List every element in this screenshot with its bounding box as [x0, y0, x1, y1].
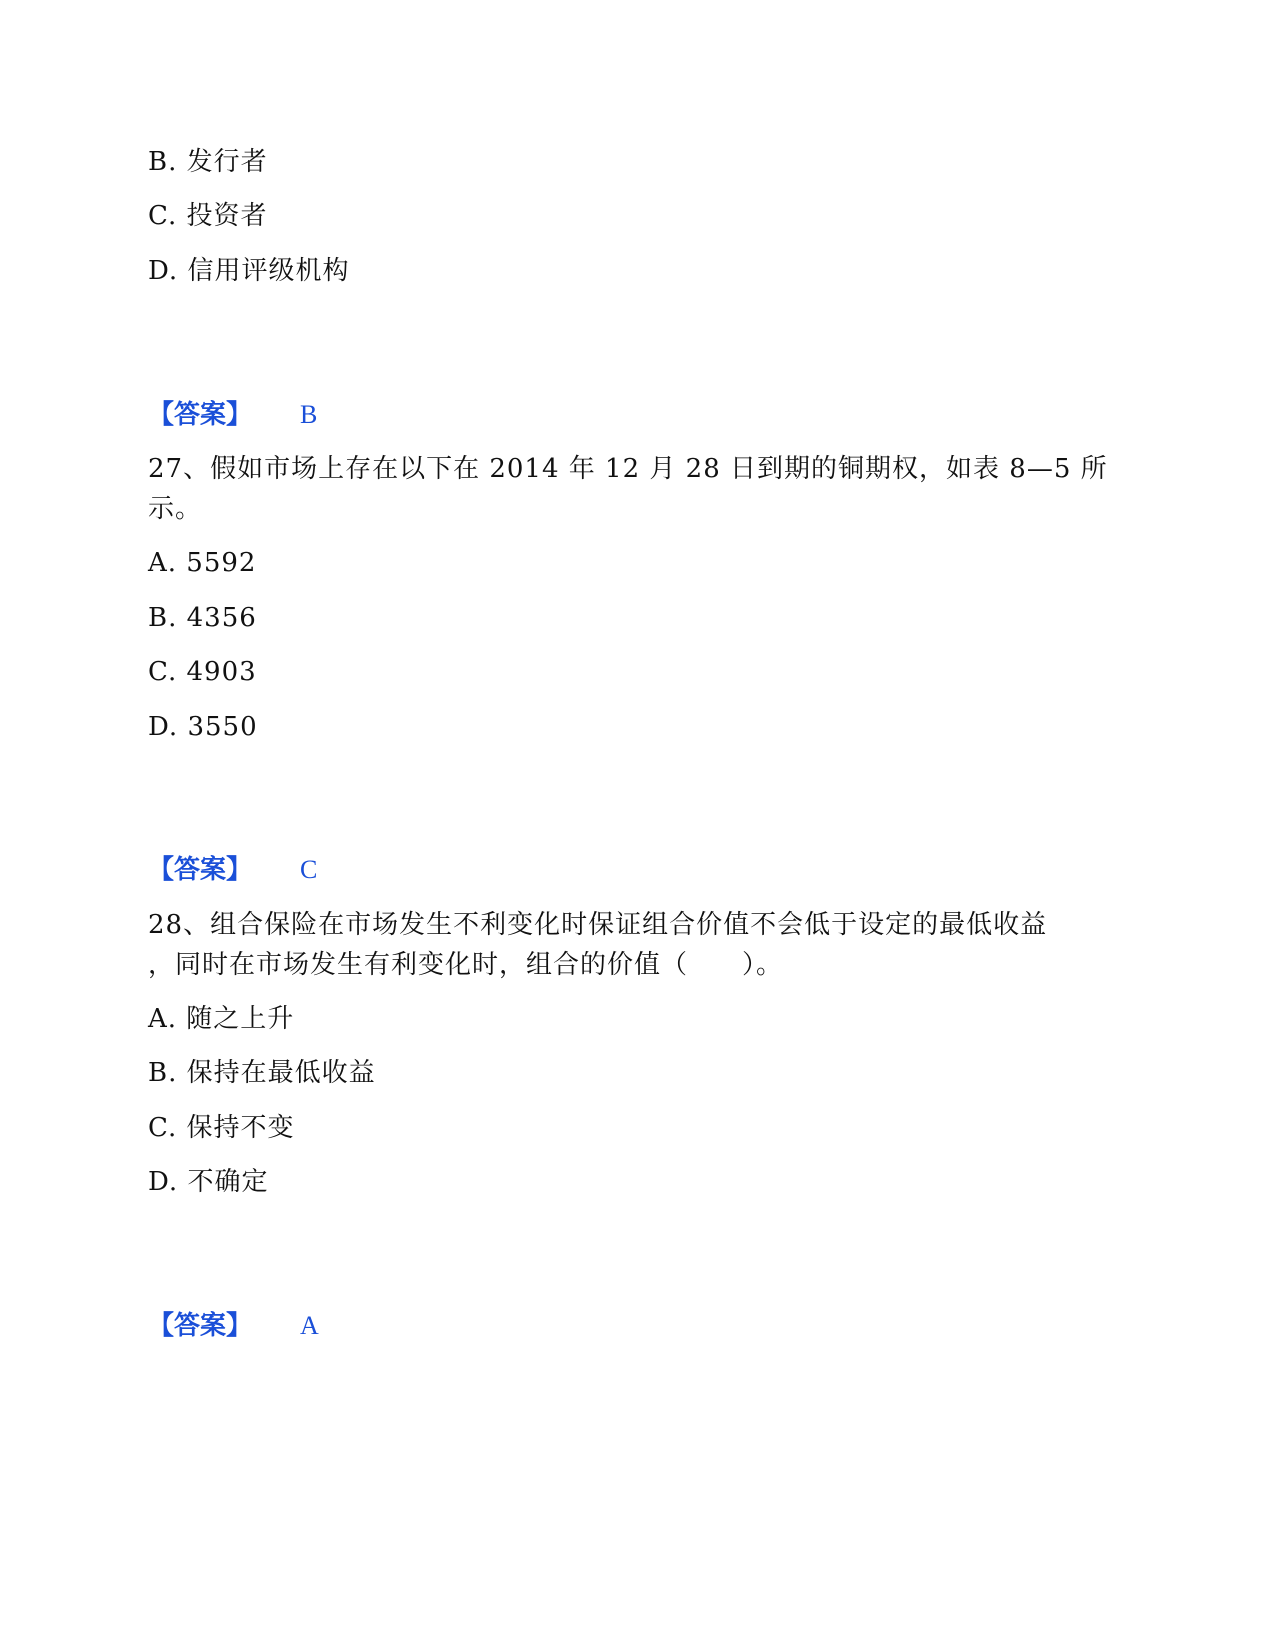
q27-option-a: A. 5592 — [148, 548, 257, 578]
q28-option-c: C. 保持不变 — [148, 1113, 295, 1143]
prev-answer — [148, 398, 317, 432]
answer-value: A — [300, 1311, 319, 1340]
answer-label: 【答案】 — [148, 400, 253, 430]
q27-option-b: B. 4356 — [148, 603, 257, 633]
answer-value: B — [300, 400, 318, 429]
answer-value: C — [300, 855, 318, 884]
prev-option-b: B. 发行者 — [148, 147, 268, 177]
q28-option-a: A. 随之上升 — [148, 1004, 295, 1034]
q27-answer — [148, 853, 317, 887]
prev-option-c: C. 投资者 — [148, 201, 268, 231]
q28-answer — [148, 1309, 319, 1343]
q28-option-d: D. 不确定 — [148, 1167, 269, 1197]
q28-stem-line1: 28、组合保险在市场发生不利变化时保证组合价值不会低于设定的最低收益 — [148, 910, 1048, 940]
answer-label: 【答案】 — [148, 1311, 253, 1341]
q27-option-d: D. 3550 — [148, 712, 258, 742]
prev-option-d: D. 信用评级机构 — [148, 256, 350, 286]
q28-stem-line2: ，同时在市场发生有利变化时，组合的价值（ ）。 — [148, 950, 784, 980]
q27-option-c: C. 4903 — [148, 657, 257, 687]
q27-stem-line1: 27、假如市场上存在以下在 2014 年 12 月 28 日到期的铜期权，如表 8—5 所 — [148, 454, 1108, 484]
answer-label: 【答案】 — [148, 855, 253, 885]
q27-stem-line2: 示。 — [148, 494, 203, 524]
q28-option-b: B. 保持在最低收益 — [148, 1058, 376, 1088]
